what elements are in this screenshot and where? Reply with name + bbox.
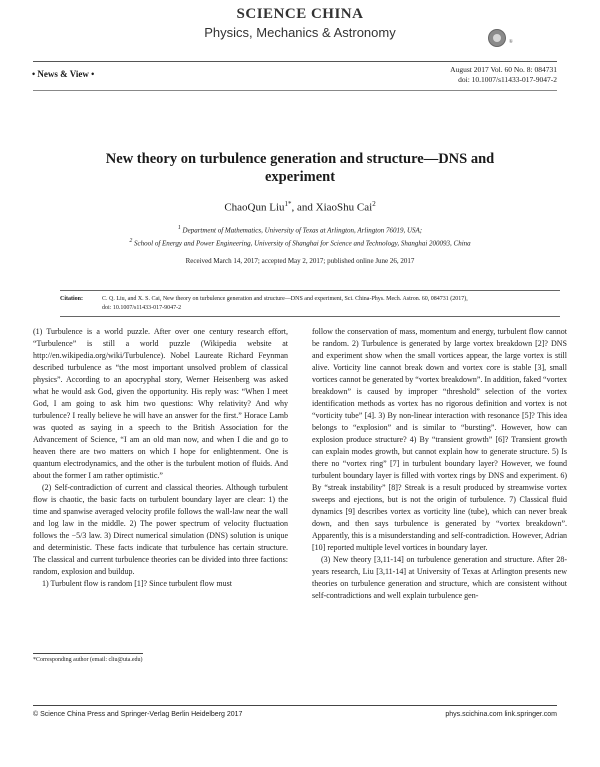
paragraph: (3) New theory [3,11-14] on turbulence generation and structure. After 28-years research, Liu [3,11-14] at University of Texas at Arlington presents new theories on turbulence generation and structure, which are consistent without self-contradictions and well explain turbulence gen- bbox=[312, 555, 567, 600]
issue-info bbox=[450, 65, 557, 85]
author-affil-mark: 2 bbox=[372, 200, 376, 208]
citation-text: C. Q. Liu, and X. S. Cai, New theory on turbulence generation and structure—DNS and experiment, Sci. China-Phys. Mech. Astron. 60, 084731 (2017), bbox=[102, 296, 468, 302]
affiliation-2 bbox=[40, 236, 560, 249]
affil-mark: 1 bbox=[177, 225, 181, 231]
citation-doi[interactable]: doi: 10.1007/s11433-017-9047-2 bbox=[102, 305, 182, 311]
author-name: XiaoShu Cai bbox=[315, 201, 373, 214]
authors bbox=[0, 200, 600, 214]
affil-text: Department of Mathematics, University of Texas at Arlington, Arlington 76019, USA; bbox=[182, 226, 423, 235]
paragraph: 1) Turbulent flow is random [1]? Since turbulent flow must bbox=[42, 579, 232, 588]
author-affil-mark: 1* bbox=[284, 200, 292, 208]
author-name: ChaoQun Liu bbox=[224, 201, 285, 214]
citation-block bbox=[60, 295, 560, 313]
citation-label: Citation: bbox=[60, 296, 83, 302]
journal-name: SCIENCE CHINA bbox=[236, 6, 364, 22]
footer-links[interactable]: phys.scichina.com link.springer.com bbox=[445, 711, 557, 718]
corresponding-author-footnote: *Corresponding author (email: cliu@uta.edu) bbox=[33, 657, 143, 663]
paragraph: (1) Turbulence is a world puzzle. After over one century research effort, “Turbulence” is still a world puzzle (Wikipedia website at http://en.wikipedia.org/wiki/Turbulence). Nobel Laureate Richard Feynman described turbulence as “the most important unsolved problem of classical physics”. According to an apocryphal story, Werner Heisenberg was asked what he would ask God, given the opportunity. His reply was: “When I meet God, I am going to ask him two questions: Why relativity? And why turbulence? I really believe he will have an answer for the first.” Horace Lamb was quoted as saying in a speech to the British Association for the Advancement of Science, “I am an old man now, and when I die and go to heaven there are two matters on which I hope for enlightenment. One is quantum electrodynamics, and the other is the turbulent motion of fluids. And about the former I am rather optimistic.” bbox=[33, 327, 288, 480]
paragraph: follow the conservation of mass, momentum and energy, turbulent flow cannot be random. 2) Turbulence is generated by large vortex breakdown [2]? DNS and experiment show when the small vortices appear, the large vortex is still alive. Vorticity line cannot break down and vortex core is stable [3], small vortices cannot be generated by “vortex breakdown”. In addition, faked “vortex breakdown” is caused by improper “threshold” selection of the vortex identification methods as vortex has no rigorous definition and vortex is not “vorticity tube” [4]. 3) By non-linear interaction with resonance [5]? This idea belongs to “explosion” and is similar to “bursting”. However, how can explosion produce structure? 4) By “transient growth” [6]? Transient growth can explain modes growth, but cannot explain how to generate structure. 5) Is there no “vortex ring” [7] in turbulent boundary layer? However, we found turbulent boundary layer is filled with vortex rings by DNS and experiment. 6) By “streak instability” [8]? Streak is a result produced by streamwise vortex sweeps and ejections, but is not the origin of turbulence. 7) Classical fluid dynamics [9] describes vortex as vorticity line (tube), which can never break down, and then says turbulence is generated by “vortex breakdown”. Apparently, this is a misunderstanding and self-contradiction. However, Adrian [10] reported multiple level vortices in boundary layer. bbox=[312, 327, 568, 552]
citation-rule-bottom bbox=[60, 316, 560, 317]
issue-volume: August 2017 Vol. 60 No. 8: 084731 bbox=[450, 65, 557, 74]
journal-subtitle: Physics, Mechanics & Astronomy bbox=[204, 25, 396, 40]
article-title bbox=[60, 150, 540, 186]
doi-link[interactable]: doi: 10.1007/s11433-017-9047-2 bbox=[458, 75, 557, 84]
citation-line-1 bbox=[60, 295, 560, 304]
journal-header bbox=[0, 6, 600, 40]
footer-rule bbox=[33, 705, 557, 706]
header-rule-top bbox=[33, 61, 557, 62]
received-dates: Received March 14, 2017; accepted May 2, 2017; published online June 26, 2017 bbox=[185, 257, 415, 265]
affil-mark: 2 bbox=[129, 238, 133, 245]
body-column-right bbox=[312, 326, 567, 602]
paragraph: (2) Self-contradiction of current and classical theories. Although turbulent flow is chaotic, the basic facts on turbulent boundary layer are clear: 1) the time and spanwise averaged velocity profile follows the wall-law near the wall and log law in the middle. 2) The power spectrum of velocity fluctuation follows the −5/3 law. 3) Direct numerical simulation (DNS) solution is unique and deterministic. These facts indicate that turbulence has certain structure. The classical and current turbulence theories can be divided into three factions: random, explosion and buildup. bbox=[33, 483, 288, 576]
author-separator: , and bbox=[291, 201, 316, 214]
registered-mark: ® bbox=[509, 40, 513, 45]
affil-text: School of Energy and Power Engineering, University of Shanghai for Science and Technology, Shanghai 200093, China bbox=[134, 239, 471, 248]
section-tag: • News & View • bbox=[32, 69, 95, 79]
body-column-left bbox=[33, 326, 288, 590]
title-line-2: experiment bbox=[264, 169, 336, 185]
title-line-1: New theory on turbulence generation and structure—DNS and bbox=[105, 151, 495, 167]
footnote-rule bbox=[33, 653, 143, 654]
affiliations bbox=[40, 223, 560, 250]
journal-logo-icon bbox=[488, 29, 506, 47]
affiliation-1 bbox=[40, 223, 560, 236]
copyright: © Science China Press and Springer-Verlag Berlin Heidelberg 2017 bbox=[33, 711, 243, 718]
header-rule-bottom bbox=[33, 90, 557, 91]
citation-rule-top bbox=[60, 290, 560, 291]
